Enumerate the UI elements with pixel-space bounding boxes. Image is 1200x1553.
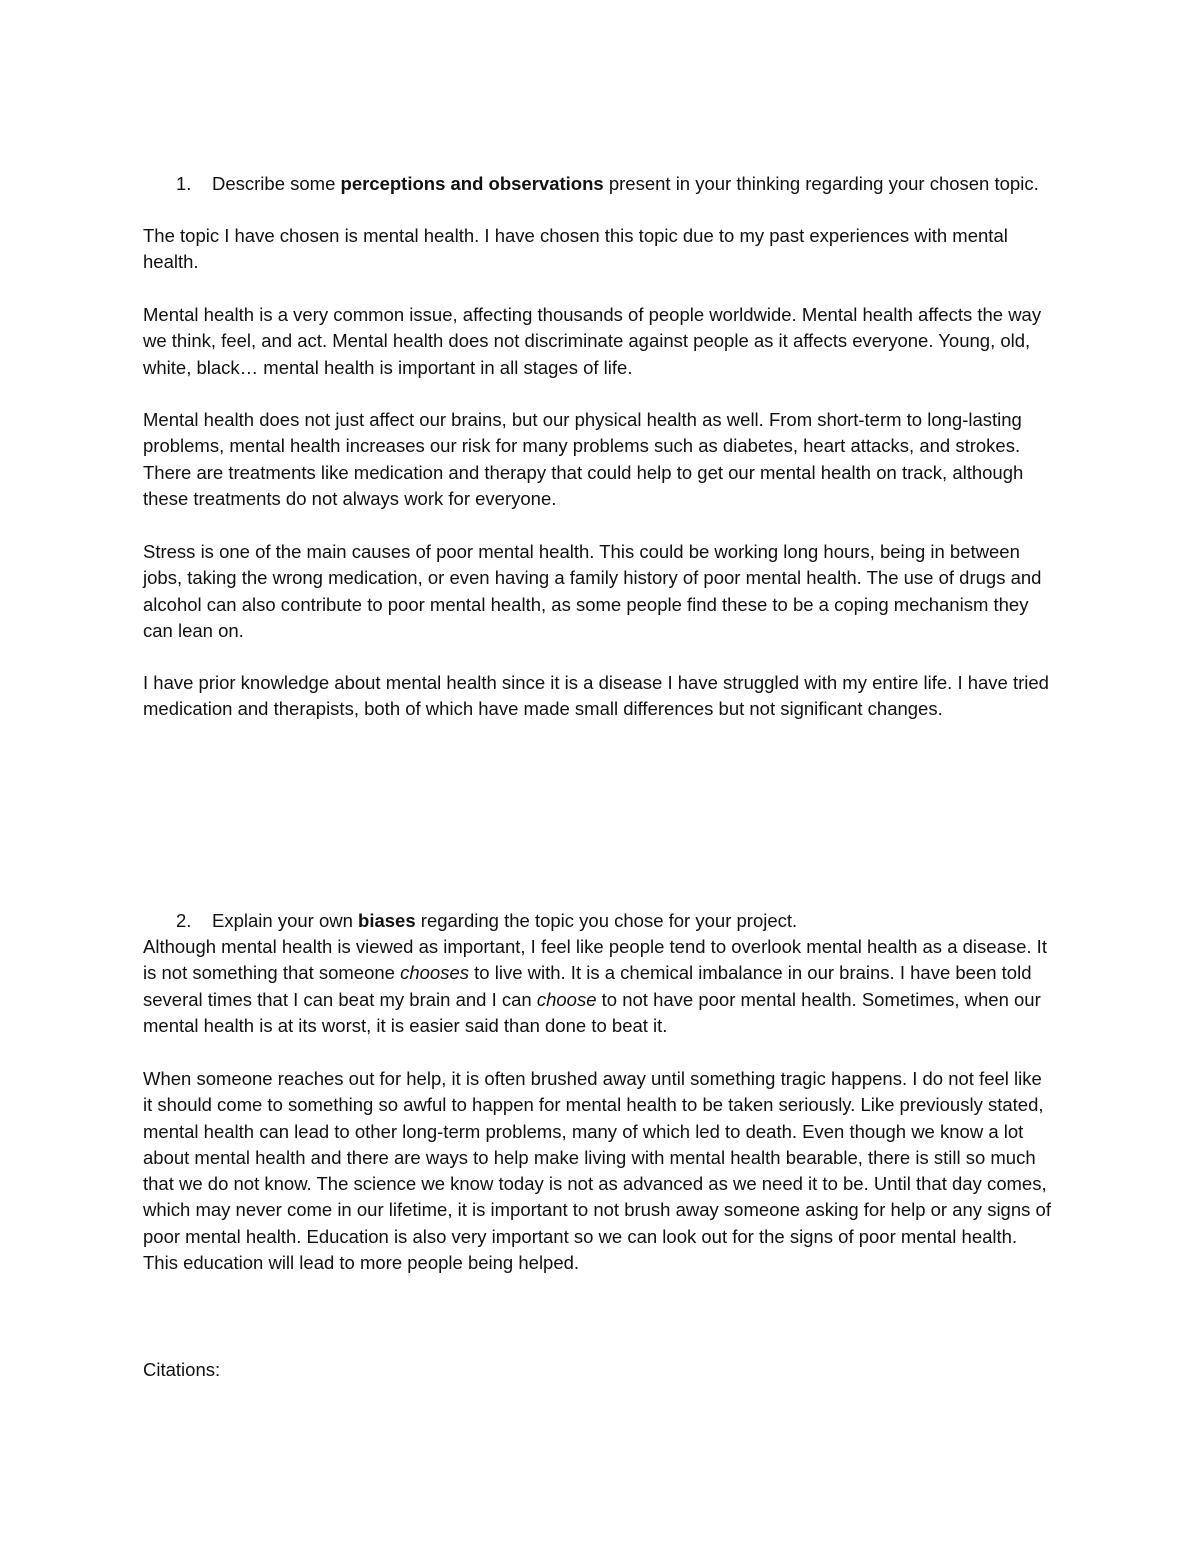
question-2-keyword: biases [358, 910, 416, 931]
answer-1-paragraph-1: The topic I have chosen is mental health. I have chosen this topic due to my past experiences with mental health. [143, 225, 1008, 273]
question-1-number: 1. [176, 173, 192, 194]
emphasis-chooses: chooses [400, 962, 470, 984]
answer-1-paragraph-2: Mental health is a very common issue, affecting thousands of people worldwide. Mental health affects the way we think, feel, and act. Mental health does not discriminate against people as it affects everyone. Young, old, white, black… mental health is important in all stages of life. [143, 304, 1042, 378]
citations-heading: Citations: [143, 1359, 221, 1380]
question-1 [143, 171, 1055, 197]
question-2-number: 2. [176, 910, 192, 931]
question-1-keyword: perceptions and observations [340, 173, 604, 194]
emphasis-choose: choose [536, 988, 597, 1010]
question-2 [143, 908, 1055, 934]
answer-2-paragraph-2: When someone reaches out for help, it is often brushed away until something tragic happens. I do not feel like it should come to something so awful to happen for mental health to be taken seriously. Like previously stated, mental health can lead to other long-term problems, many of which led to death. Even though we know a lot about mental health and there are ways to help make living with mental health bearable, there is still so much that we do not know. The science we know today is not as advanced as we need it to be. Until that day comes, which may never come in our lifetime, it is important to not brush away someone asking for help or any signs of poor mental health. Education is also very important so we can look out for the signs of poor mental health. This education will lead to more people being helped. [143, 1068, 1051, 1274]
answer-2-paragraph-1: Although mental health is viewed as important, I feel like people tend to overlook mental health as a disease. It is not something that someone chooses to live with. It is a chemical imbalance in our brains. I have been told several times that I can beat my brain and I can choose to not have poor mental health. Sometimes, when our mental health is at its worst, it is easier said than done to beat it. [143, 936, 1047, 1036]
answer-1-paragraph-5: I have prior knowledge about mental health since it is a disease I have struggled with my entire life. I have tried medication and therapists, both of which have made small differences but not significant changes. [143, 672, 1049, 720]
answer-1-paragraph-4: Stress is one of the main causes of poor mental health. This could be working long hours, being in between jobs, taking the wrong medication, or even having a family history of poor mental health. The use of drugs and alcohol can also contribute to poor mental health, as some people find these to be a coping mechanism they can lean on. [143, 541, 1042, 641]
answer-1-paragraph-3: Mental health does not just affect our brains, but our physical health as well. From short-term to long-lasting problems, mental health increases our risk for many problems such as diabetes, heart attacks, and strokes. There are treatments like medication and therapy that could help to get our mental health on track, although these treatments do not always work for everyone. [143, 409, 1024, 509]
question-2-text: Explain your own biases regarding the topic you chose for your project. [212, 910, 798, 931]
question-1-text: Describe some perceptions and observations present in your thinking regarding your chosen topic. [212, 173, 1039, 194]
